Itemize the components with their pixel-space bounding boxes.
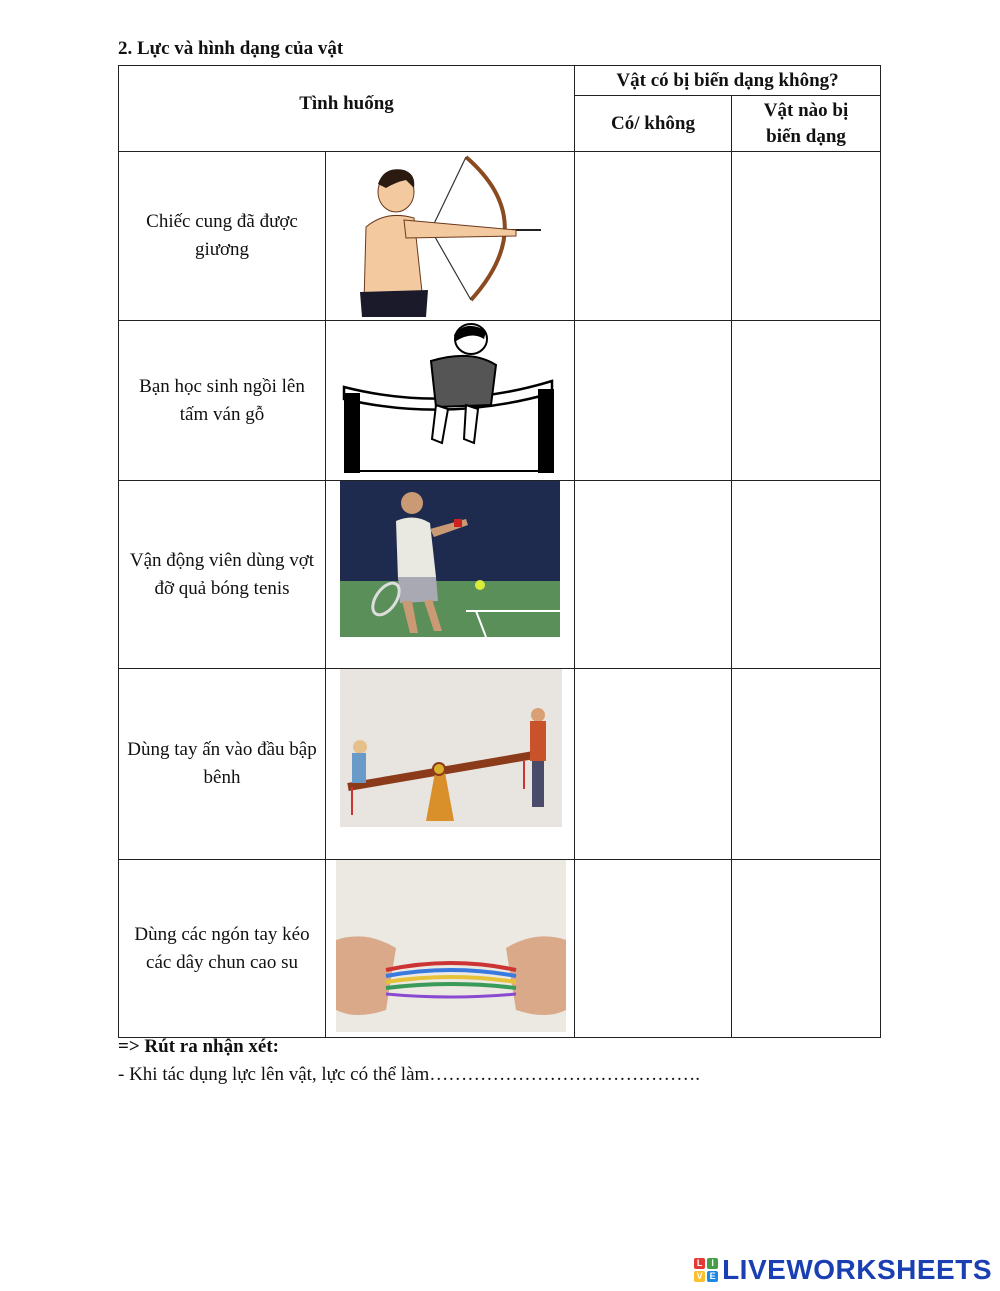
header-deformed-group: Vật có bị biến dạng không? — [575, 66, 881, 96]
archer-drawing-bow-image — [326, 152, 575, 321]
situation-cell: Bạn học sinh ngồi lên tấm ván gỗ — [119, 321, 326, 481]
yes-no-answer-cell[interactable] — [575, 321, 732, 481]
table-row — [119, 152, 881, 321]
liveworksheets-logo-icon: L I V E — [694, 1258, 718, 1282]
header-situation: Tình huống — [119, 66, 575, 152]
conclusion-label: => Rút ra nhận xét: — [118, 1036, 279, 1057]
which-object-answer-cell[interactable] — [732, 481, 881, 669]
student-sitting-on-plank-image — [326, 321, 575, 481]
seesaw-image — [326, 669, 575, 860]
which-object-answer-cell[interactable] — [732, 669, 881, 860]
yes-no-answer-cell[interactable] — [575, 860, 732, 1038]
table-row — [119, 669, 881, 860]
header-yes-no: Có/ không — [575, 96, 732, 152]
brand-name: LIVEWORKSHEETS — [722, 1254, 992, 1285]
situation-cell: Vận động viên dùng vợt đỡ quả bóng tenis — [119, 481, 326, 669]
yes-no-answer-cell[interactable] — [575, 481, 732, 669]
tennis-player-image — [326, 481, 575, 669]
situation-cell: Chiếc cung đã được giương — [119, 152, 326, 321]
conclusion-line: - Khi tác dụng lực lên vật, lực có thể làm……………………………………. — [118, 1064, 701, 1085]
header-which-object: Vật nào bị biến dạng — [732, 96, 881, 152]
situation-cell: Dùng tay ấn vào đầu bập bênh — [119, 669, 326, 860]
rubber-bands-fingers-image — [326, 860, 575, 1038]
yes-no-answer-cell[interactable] — [575, 669, 732, 860]
table-row — [119, 321, 881, 481]
table-row — [119, 860, 881, 1038]
yes-no-answer-cell[interactable] — [575, 152, 732, 321]
section-title: 2. Lực và hình dạng của vật — [118, 38, 344, 59]
which-object-answer-cell[interactable] — [732, 860, 881, 1038]
liveworksheets-brand — [694, 1254, 992, 1286]
which-object-answer-cell[interactable] — [732, 152, 881, 321]
worksheet-table — [118, 65, 881, 1038]
situation-cell: Dùng các ngón tay kéo các dây chun cao su — [119, 860, 326, 1038]
table-row — [119, 481, 881, 669]
which-object-answer-cell[interactable] — [732, 321, 881, 481]
